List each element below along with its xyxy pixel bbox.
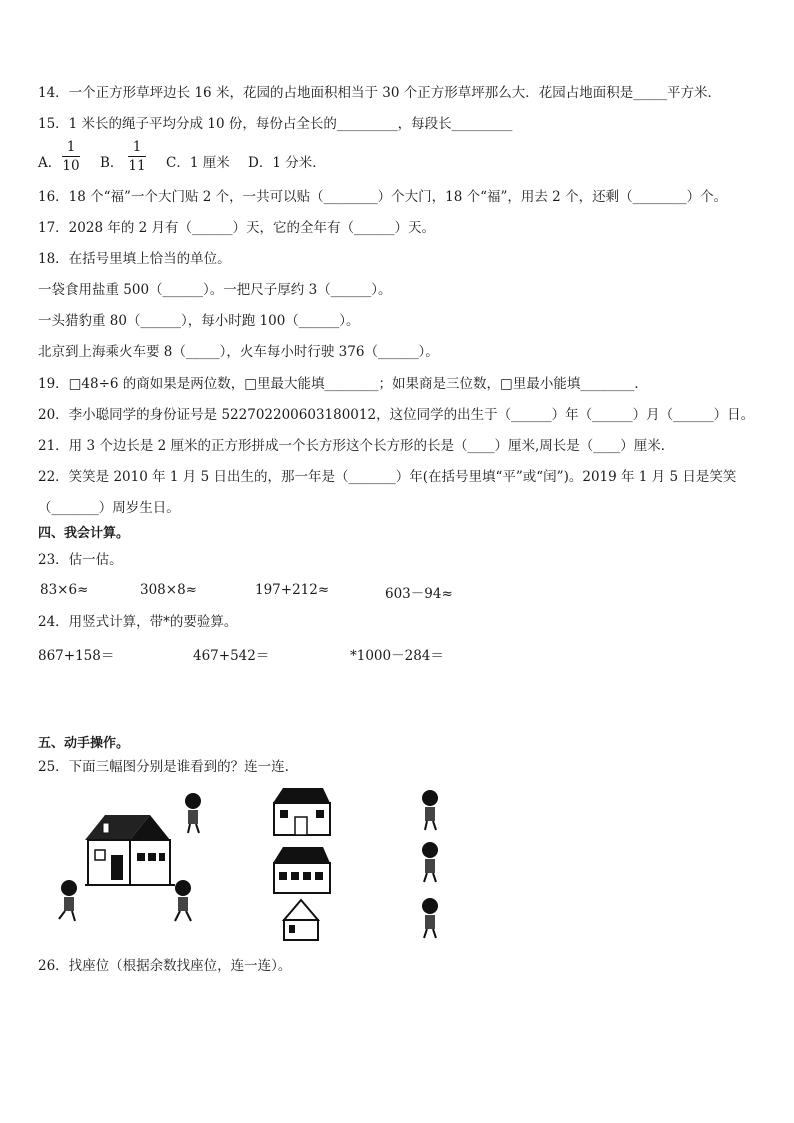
question-18-line-a: 一袋食用盐重 500（______）。一把尺子厚约 3（______）。 [38,282,392,298]
question-17: 17．2028 年的 2 月有（______）天，它的全年有（______）天。 [38,220,435,236]
vertical-calc-item-2: 467+542＝ [193,648,270,664]
option-d: D．1 分米． [248,155,326,171]
question-14: 14．一个正方形草坪边长 16 米，花园的占地面积相当于 30 个正方形草坪那么大．花园占地面积是_____平方米． [38,85,721,101]
section-5-heading: 五、动手操作。 [38,736,130,751]
vertical-calc-item-3: *1000－284＝ [350,648,444,664]
estimate-item-4: 603－94≈ [385,586,453,602]
option-a-fraction [62,139,80,174]
house-scene-illustration [45,785,245,930]
question-18: 18．在括号里填上恰当的单位。 [38,251,231,267]
question-23: 23．估一估。 [38,552,123,568]
question-18-line-b: 一头猎豹重 80（______），每小时跑 100（______）。 [38,313,360,329]
question-18-line-c: 北京到上海乘火车要 8（_____），火车每小时行驶 376（______）。 [38,344,439,360]
question-25: 25．下面三幅图分别是谁看到的？连一连. [38,759,289,775]
estimate-item-1: 83×6≈ [40,582,89,598]
option-b-label: B． [100,155,124,171]
option-a-label: A． [38,155,62,171]
vertical-calc-item-1: 867+158＝ [38,648,115,664]
section-4-heading: 四、我会计算。 [38,526,130,541]
question-20: 20．李小聪同学的身份证号是 522702200603180012，这位同学的出生于（______）年（______）月（______）日。 [38,407,755,423]
question-22-continued: （_______）周岁生日。 [38,500,180,516]
question-21: 21．用 3 个边长是 2 厘米的正方形拼成一个长方形这个长方形的长是（____）厘米,周长是（____）厘米． [38,438,675,454]
question-15: 15．1 米长的绳子平均分成 10 份，每份占全长的_________，每段长_________ [38,116,513,132]
estimate-item-2: 308×8≈ [140,582,197,598]
option-c: C．1 厘米 [166,155,230,171]
children-illustration [410,788,452,943]
question-22: 22．笑笑是 2010 年 1 月 5 日出生的，那一年是（_______）年(在括号里填“平”或“闰”)。2019 年 1 月 5 日是笑笑 [38,469,737,485]
option-b-fraction [128,139,146,174]
question-24: 24．用竖式计算，带*的要验算。 [38,614,238,630]
question-19: 19．□48÷6 的商如果是两位数，□里最大能填________；如果商是三位数，□里最小能填________． [38,376,648,392]
option-b-denominator: 11 [128,158,146,174]
option-a-denominator: 10 [62,158,80,174]
question-16: 16．18 个“福”一个大门贴 2 个，一共可以贴（________）个大门，18 个“福”，用去 2 个，还剩（________）个。 [38,189,728,205]
estimate-item-3: 197+212≈ [255,582,330,598]
option-a-numerator: 1 [66,139,76,155]
house-views-illustration [268,785,333,945]
question-26: 26．找座位（根据余数找座位，连一连）。 [38,958,292,974]
option-b-numerator: 1 [132,139,142,155]
